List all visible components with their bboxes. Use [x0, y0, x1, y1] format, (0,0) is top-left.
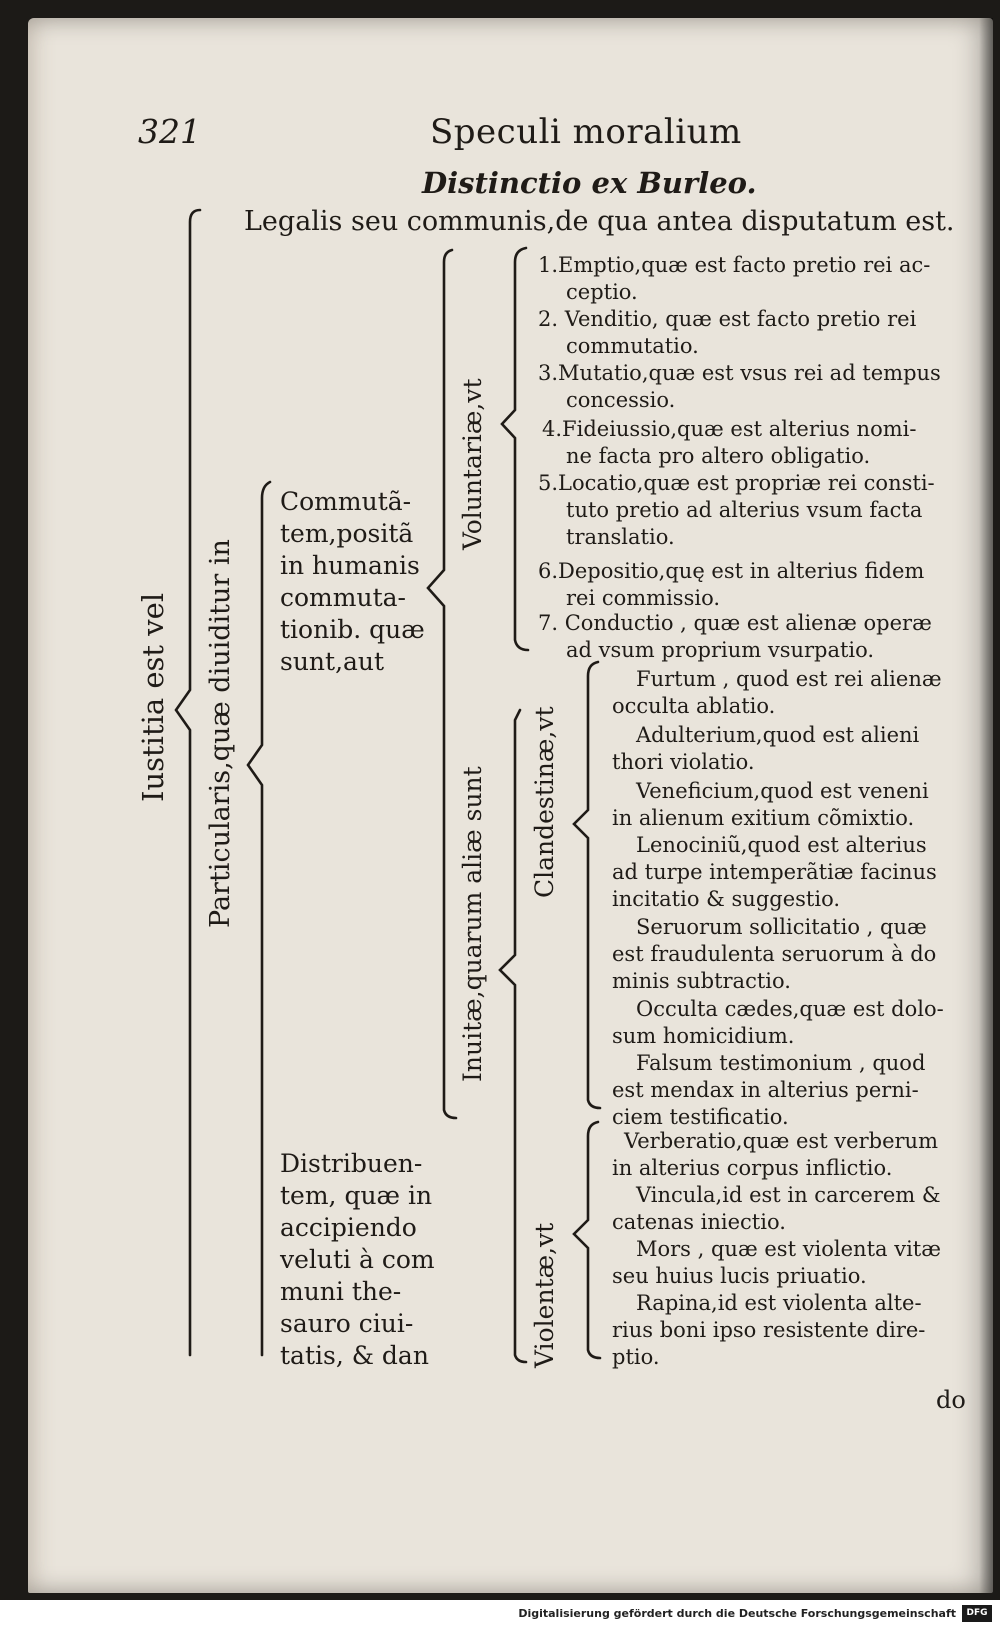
text-line: occulta ablatio. — [612, 694, 776, 718]
text-line: Rapina,id est violenta alte- — [636, 1291, 922, 1315]
commutantem-block — [280, 486, 425, 678]
clandestinae-item-5 — [612, 914, 936, 995]
violentae-item-3 — [612, 1236, 941, 1290]
text-line: Commutã- — [280, 487, 412, 516]
text-line: ne facta pro altero obligatio. — [566, 444, 871, 468]
text-line: 3.Mutatio,quæ est vsus rei ad tempus — [538, 361, 941, 385]
voluntariae-item-5 — [538, 470, 935, 551]
text-line: Mors , quæ est violenta vitæ — [636, 1237, 941, 1261]
text-line: Lenociniũ,quod est alterius — [636, 833, 927, 857]
text-line: tuto pretio ad alterius vsum facta — [566, 498, 923, 522]
label-voluntariae: Voluntariæ,vt — [458, 378, 487, 550]
brace-commutantem — [428, 250, 456, 1118]
text-line: Adulterium,quod est alieni — [636, 723, 920, 747]
text-line: commutatio. — [566, 334, 699, 358]
text-line: commuta- — [280, 583, 406, 612]
text-line: Falsum testimonium , quod — [636, 1051, 926, 1075]
clandestinae-item-6 — [612, 996, 944, 1050]
subheading: Distinctio ex Burleo. — [422, 166, 757, 200]
text-line: Vincula,id est in carcerem & — [636, 1183, 941, 1207]
legalis-line: Legalis seu communis,de qua antea disputatum est. — [244, 206, 955, 237]
text-line: rius boni ipso resistente dire- — [612, 1318, 926, 1342]
text-line: in alterius corpus inflictio. — [612, 1156, 893, 1180]
text-line: ciem testificatio. — [612, 1105, 789, 1129]
text-line: veluti à com — [280, 1245, 435, 1274]
voluntariae-item-7 — [538, 610, 932, 664]
text-line: in alienum exitium cõmixtio. — [612, 806, 915, 830]
text-line: Occulta cædes,quæ est dolo- — [636, 997, 944, 1021]
clandestinae-item-7 — [612, 1050, 925, 1131]
text-line: 2. Venditio, quæ est facto pretio rei — [538, 307, 917, 331]
text-line: concessio. — [566, 388, 676, 412]
text-line: tem, quæ in — [280, 1181, 433, 1210]
text-line: ceptio. — [566, 280, 638, 304]
label-inuitae: Inuitæ,quarum aliæ sunt — [458, 766, 487, 1082]
brace-violentae — [574, 1122, 600, 1358]
text-line: tionib. quæ — [280, 615, 425, 644]
text-line: ad turpe intemperãtiæ facinus — [612, 860, 937, 884]
violentae-item-4 — [612, 1290, 925, 1371]
voluntariae-item-1 — [538, 252, 930, 306]
text-line: sunt,aut — [280, 647, 385, 676]
violentae-item-1 — [612, 1128, 938, 1182]
text-line: 1.Emptio,quæ est facto pretio rei ac- — [538, 253, 931, 277]
text-line: 4.Fideiussio,quæ est alterius nomi- — [542, 417, 917, 441]
text-line: incitatio & suggestio. — [612, 887, 841, 911]
text-line: Verberatio,quæ est verberum — [624, 1129, 938, 1153]
text-line: catenas iniectio. — [612, 1210, 786, 1234]
text-line: est fraudulenta seruorum à do — [612, 942, 937, 966]
text-line: thori violatio. — [612, 750, 755, 774]
footer-credit: Digitalisierung gefördert durch die Deutsche Forschungsgemeinschaft — [518, 1607, 956, 1620]
text-line: Furtum , quod est rei alienæ — [636, 667, 942, 691]
brace-particularis — [248, 482, 270, 1355]
dfg-logo: DFG — [962, 1605, 992, 1622]
text-line: est mendax in alterius perni- — [612, 1078, 919, 1102]
brace-inuitae — [500, 710, 526, 1362]
voluntariae-item-3 — [538, 360, 941, 414]
page-number: 321 — [138, 112, 201, 151]
violentae-item-2 — [612, 1182, 941, 1236]
text-line: Veneficium,quod est veneni — [636, 779, 929, 803]
text-line: in humanis — [280, 551, 420, 580]
text-line: minis subtractio. — [612, 969, 791, 993]
catchword: do — [936, 1386, 966, 1414]
text-line: 6.Depositio,quę est in alterius fidem — [538, 559, 925, 583]
text-line: 7. Conductio , quæ est alienæ operæ — [538, 611, 932, 635]
distribuentem-block — [280, 1148, 435, 1372]
text-line: 5.Locatio,quæ est propriæ rei consti- — [538, 471, 935, 495]
label-violentae: Violentæ,vt — [530, 1222, 559, 1368]
voluntariae-item-2 — [538, 306, 916, 360]
voluntariae-item-4 — [542, 416, 916, 470]
text-line: sum homicidium. — [612, 1024, 795, 1048]
clandestinae-item-1 — [612, 666, 942, 720]
text-line: sauro ciui- — [280, 1309, 414, 1338]
text-line: tatis, & dan — [280, 1341, 429, 1370]
text-line: muni the- — [280, 1277, 402, 1306]
running-head: Speculi moralium — [430, 112, 742, 152]
text-line: accipiendo — [280, 1213, 417, 1242]
text-line: Seruorum sollicitatio , quæ — [636, 915, 927, 939]
brace-clandestinae — [574, 662, 600, 1108]
text-line: ptio. — [612, 1345, 660, 1369]
text-line: seu huius lucis priuatio. — [612, 1264, 867, 1288]
clandestinae-item-3 — [612, 778, 929, 832]
label-iustitia: Iustitia est vel — [136, 592, 170, 802]
text-line: translatio. — [566, 525, 675, 549]
clandestinae-item-2 — [612, 722, 919, 776]
brace-voluntariae — [502, 248, 528, 650]
text-line: tem,positã — [280, 519, 414, 548]
text-line: Distribuen- — [280, 1149, 423, 1178]
brace-iustitia — [176, 210, 200, 1355]
text-line: rei commissio. — [566, 586, 721, 610]
label-clandestinae: Clandestinæ,vt — [530, 706, 559, 898]
clandestinae-item-4 — [612, 832, 937, 913]
voluntariae-item-6 — [538, 558, 924, 612]
footer-bar — [0, 1600, 1000, 1631]
text-line: ad vsum proprium vsurpatio. — [566, 638, 875, 662]
label-particularis: Particularis,quæ diuiditur in — [205, 539, 236, 928]
